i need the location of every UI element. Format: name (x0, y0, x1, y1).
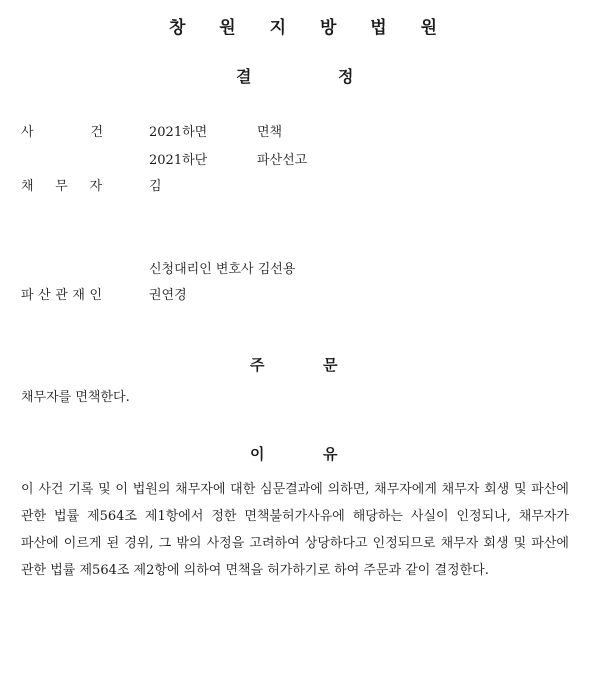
trustee-label (21, 284, 102, 303)
debtor-name: 김 (149, 179, 162, 194)
reason-text: 이 사건 기록 및 이 법원의 채무자에 대한 심문결과에 의하면, 채무자에게 채무자 회생 및 파산에 관한 법률 제564조 제1항에서 정한 면책불허가사유에 해당하는 사실이 인정되나, 채무자가 파산에 이르게 된 경위, 그 밖의 사정을 고려하여 상당하다고 인정되므로 채무자 회생 및 파산에 관한 법률 제564조 제2항에 의하여 면책을 허가하기로 하여 주문과 같이 결정한다. (21, 482, 569, 578)
debtor-label (21, 175, 102, 194)
case-type-1: 면책 (257, 125, 283, 140)
debtor-agent: 신청대리인 변호사 김선용 (149, 262, 296, 277)
order-heading-char-2: 문 (323, 356, 338, 374)
trustee-label-char: 파 (21, 288, 34, 303)
reason-heading-char-1: 이 (250, 445, 265, 463)
court-name: 창 원 지 방 법 원 (168, 18, 452, 38)
order-heading-char-1: 주 (250, 356, 265, 374)
trustee-label-char: 재 (72, 288, 85, 303)
reason-heading-char-2: 유 (323, 445, 338, 463)
case-label-char: 사 (21, 125, 34, 140)
case-number-2: 2021하단 (149, 153, 208, 168)
trustee-label-char: 관 (55, 288, 68, 303)
order-text: 채무자를 면책한다. (21, 390, 130, 405)
document-title-char-2: 정 (338, 67, 354, 86)
case-number-1: 2021하면 (149, 125, 208, 140)
document-title-char-1: 결 (236, 67, 252, 86)
debtor-label-char: 채 (21, 179, 34, 194)
trustee-label-char: 산 (38, 288, 51, 303)
debtor-label-char: 무 (55, 179, 68, 194)
trustee-name: 권연경 (149, 288, 187, 303)
case-label-char: 건 (90, 125, 103, 140)
case-type-2: 파산선고 (257, 153, 308, 168)
trustee-label-char: 인 (89, 288, 102, 303)
debtor-label-char: 자 (89, 179, 102, 194)
case-label (21, 121, 103, 140)
